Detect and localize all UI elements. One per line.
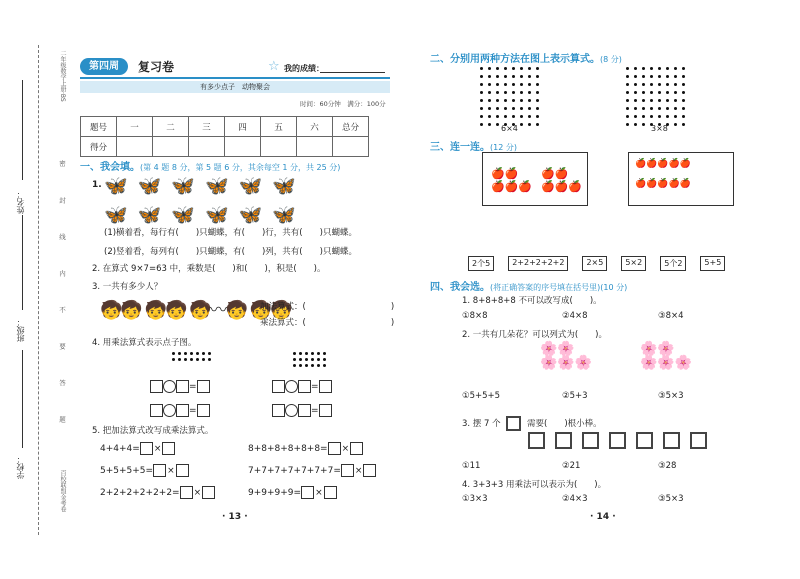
class-label: 班级：: [16, 318, 25, 342]
apple-plates-box-right: [628, 152, 734, 206]
grid-dot: [480, 99, 483, 102]
grid-dot: [496, 75, 499, 78]
s4-q3-prefix: 3. 摆 7 个: [462, 419, 501, 429]
s4-q3: [462, 416, 602, 431]
choice-option[interactable]: ①11: [462, 461, 481, 471]
grid-dot: [536, 115, 539, 118]
q1-number: 1.: [92, 180, 102, 190]
grid-dot: [682, 99, 685, 102]
equation-blank[interactable]: =: [272, 400, 332, 419]
s4-q2-options: [462, 391, 684, 401]
score-cell[interactable]: [117, 137, 153, 157]
grid-dot: [480, 107, 483, 110]
page-title: 复习卷: [138, 60, 175, 74]
q2-text: 2. 在算式 9×7=63 中，乘数是( )和( )，积是( )。: [92, 264, 326, 274]
grid-dot: [674, 75, 677, 78]
grid-dot: [626, 107, 629, 110]
grid-dot: [658, 107, 661, 110]
grid-dot: [512, 91, 515, 94]
grid-dot: [658, 83, 661, 86]
section3-points: (12 分): [490, 143, 517, 152]
match-option[interactable]: 2×5: [582, 256, 607, 271]
equation-blank[interactable]: =: [150, 376, 210, 395]
butterfly-icon: 🦋: [272, 204, 297, 226]
s4-q3-suffix: 需要( )根小棒。: [527, 419, 602, 429]
grid-dot: [488, 107, 491, 110]
choice-option[interactable]: ③5×3: [658, 494, 684, 504]
grid-dot: [666, 115, 669, 118]
q1-part2: (2)竖着看，每列有( )只蝴蝶，有( )列，共有( )只蝴蝶。: [104, 247, 357, 257]
grid-dot: [642, 107, 645, 110]
grid-dot: [480, 115, 483, 118]
score-cell[interactable]: [261, 137, 297, 157]
score-col-header: 三: [189, 117, 225, 137]
butterfly-icon: 🦋: [205, 175, 229, 197]
grid-dot: [626, 99, 629, 102]
grid-dot: [658, 67, 661, 70]
grid-dot: [488, 75, 491, 78]
week-badge: 第四周: [80, 58, 128, 75]
grid-dot: [480, 83, 483, 86]
grid-dot: [634, 123, 637, 126]
grid-dot: [512, 67, 515, 70]
match-option[interactable]: 2+2+2+2+2: [508, 256, 568, 271]
school-line[interactable]: [22, 350, 23, 448]
grid-dot: [512, 99, 515, 102]
grid-dot: [488, 123, 491, 126]
q5-expression: 7+7+7+7+7+7+7=: [248, 466, 341, 476]
score-col-header: 六: [297, 117, 333, 137]
section4-title: 四、我会选。: [430, 282, 490, 293]
stick-squares-row: [528, 432, 707, 449]
dot-array-left: [172, 352, 211, 361]
grid-dot: [666, 99, 669, 102]
stick-square-icon: [506, 416, 521, 431]
class-line[interactable]: [22, 215, 23, 310]
grid-dot: [520, 91, 523, 94]
score-cell[interactable]: [297, 137, 333, 157]
q5-expression: 5+5+5+5=: [100, 466, 154, 476]
section1-heading: [80, 158, 340, 173]
butterfly-icon: 🦋: [104, 204, 128, 226]
apple-plate: 🍎🍎 🍎🍎🍎: [491, 167, 533, 193]
grid-dot: [528, 99, 531, 102]
grid-dot: [626, 67, 629, 70]
grid-dot: [674, 99, 677, 102]
grid-dot: [528, 107, 531, 110]
butterfly-icon: 🦋: [137, 175, 162, 197]
header-rule: [80, 77, 390, 79]
grid-dot: [674, 115, 677, 118]
name-label: 姓名：: [16, 190, 25, 214]
butterfly-icon: 🦋: [205, 204, 229, 226]
stick-square-icon: [636, 432, 653, 449]
grid-dot: [626, 115, 629, 118]
grid-dot: [528, 91, 531, 94]
grid-dot: [634, 75, 637, 78]
score-col-header: 五: [261, 117, 297, 137]
grid-dot: [650, 115, 653, 118]
grid-dot: [650, 107, 653, 110]
score-col-header: 一: [117, 117, 153, 137]
grid-dot: [536, 67, 539, 70]
grid-dot: [650, 83, 653, 86]
section1-title: 一、我会填。: [80, 162, 140, 173]
section2-points: (8 分): [600, 55, 622, 64]
q5-item[interactable]: 5+5+5+5= ×: [100, 464, 189, 477]
flower-bunch-left: 🌸🌸 🌸🌸🌸: [540, 341, 593, 371]
grid-dot: [504, 115, 507, 118]
grid-dot: [528, 75, 531, 78]
grid-dot: [626, 75, 629, 78]
q5-item[interactable]: 8+8+8+8+8+8= ×: [248, 442, 363, 455]
grid-dot: [674, 91, 677, 94]
dot-grid-label-left: 6×4: [501, 124, 518, 133]
book-label: 二年级数学上册·BS: [59, 50, 66, 102]
grid-dot: [626, 83, 629, 86]
grid-dot: [512, 75, 515, 78]
match-option[interactable]: 5+5: [700, 256, 725, 271]
grid-dot: [520, 107, 523, 110]
equation-blank[interactable]: =: [272, 376, 332, 395]
grid-dot: [682, 75, 685, 78]
grid-dot: [666, 75, 669, 78]
grid-dot: [642, 67, 645, 70]
apple-plate: 🍎🍎🍎🍎🍎: [635, 159, 692, 169]
score-col-header: 总分: [333, 117, 369, 137]
grid-dot: [634, 99, 637, 102]
q5-expression: 4+4+4=: [100, 444, 140, 454]
butterfly-icon: 🦋: [272, 175, 297, 197]
section4-heading: [430, 278, 627, 293]
section1-note: (第 4 题 8 分，第 5 题 6 分，其余每空 1 分，共 25 分): [140, 163, 341, 172]
grid-dot: [512, 83, 515, 86]
left-margin: [0, 0, 72, 579]
score-col-header: 二: [153, 117, 189, 137]
choice-option[interactable]: ①8×8: [462, 311, 488, 321]
grid-dot: [682, 67, 685, 70]
choice-option[interactable]: ③5×3: [658, 391, 684, 401]
seal-line: [38, 45, 39, 535]
grid-dot: [536, 75, 539, 78]
section2-heading: [430, 50, 622, 65]
grid-dot: [536, 107, 539, 110]
dot-grid-3x8[interactable]: [626, 67, 685, 126]
apple-plate: 🍎🍎🍎🍎🍎: [635, 179, 692, 189]
grid-dot: [642, 115, 645, 118]
grid-dot: [504, 83, 507, 86]
grid-dot: [658, 75, 661, 78]
grid-dot: [642, 99, 645, 102]
grid-dot: [658, 99, 661, 102]
q3-multiplication-line: 乘法算式：( ): [260, 318, 395, 328]
grid-dot: [650, 75, 653, 78]
section3-heading: [430, 138, 517, 153]
butterfly-icon: 🦋: [104, 175, 128, 197]
grid-dot: [666, 107, 669, 110]
s4-q2: 2. 一共有几朵花？可以列式为( )。: [462, 330, 607, 340]
grid-dot: [504, 67, 507, 70]
grid-dot: [528, 123, 531, 126]
s4-q1-options: [462, 311, 684, 321]
grid-dot: [496, 67, 499, 70]
seal-warning: 密 封 线 内 不 要 答 题: [58, 160, 66, 437]
choice-option[interactable]: ③8×4: [658, 311, 684, 321]
grid-dot: [634, 107, 637, 110]
equation-blank[interactable]: =: [150, 400, 210, 419]
page-number-right: · 14 ·: [590, 512, 616, 522]
butterfly-grid: [104, 174, 334, 226]
grid-dot: [480, 123, 483, 126]
q5-item[interactable]: 2+2+2+2+2+2= ×: [100, 486, 215, 499]
score-cell[interactable]: [225, 137, 261, 157]
butterfly-icon: 🦋: [238, 175, 263, 197]
grid-dot: [642, 91, 645, 94]
grid-dot: [650, 67, 653, 70]
grid-dot: [650, 91, 653, 94]
dot-array-right: [293, 352, 326, 367]
kids-jumping-rope-image: 🧒🧒 🧒🧒 🧒〰🧒 🧒🧒: [100, 300, 291, 321]
grid-dot: [626, 123, 629, 126]
score-row-label: 得分: [81, 137, 117, 157]
grid-dot: [528, 67, 531, 70]
grid-dot: [682, 107, 685, 110]
q5-expression: 9+9+9+9=: [248, 488, 302, 498]
grid-dot: [488, 99, 491, 102]
choice-option[interactable]: ②4×8: [562, 311, 588, 321]
grid-dot: [642, 123, 645, 126]
section3-title: 三、连一连。: [430, 142, 490, 153]
section4-note: (将正确答案的序号填在括号里)(10 分): [490, 283, 628, 292]
score-cell[interactable]: [333, 137, 369, 157]
stick-square-icon: [582, 432, 599, 449]
score-col-header: 题号: [81, 117, 117, 137]
choice-option[interactable]: ②5+3: [562, 391, 588, 401]
grid-dot: [650, 99, 653, 102]
grid-dot: [682, 91, 685, 94]
grid-dot: [536, 83, 539, 86]
score-cell[interactable]: [189, 137, 225, 157]
choice-option[interactable]: ②21: [562, 461, 581, 471]
grid-dot: [536, 91, 539, 94]
score-col-header: 四: [225, 117, 261, 137]
choice-option[interactable]: ①3×3: [462, 494, 488, 504]
grid-dot: [496, 91, 499, 94]
grid-dot: [504, 91, 507, 94]
grid-dot: [480, 91, 483, 94]
q5-expression: 2+2+2+2+2+2=: [100, 488, 180, 498]
apple-plates-box-left: [482, 152, 588, 206]
q5-item[interactable]: 4+4+4= ×: [100, 442, 175, 455]
grid-dot: [666, 67, 669, 70]
grid-dot: [634, 91, 637, 94]
choice-option[interactable]: ③28: [658, 461, 677, 471]
grid-dot: [528, 115, 531, 118]
grid-dot: [674, 107, 677, 110]
grid-dot: [520, 83, 523, 86]
grid-dot: [536, 99, 539, 102]
grid-dot: [496, 123, 499, 126]
match-option[interactable]: 5×2: [621, 256, 646, 271]
grid-dot: [496, 99, 499, 102]
grid-dot: [488, 115, 491, 118]
q3-text: 3. 一共有多少人？: [92, 282, 163, 292]
grid-dot: [528, 83, 531, 86]
dot-grid-6x4[interactable]: [480, 67, 539, 126]
score-line[interactable]: [320, 72, 385, 73]
grid-dot: [634, 67, 637, 70]
grid-dot: [642, 75, 645, 78]
grid-dot: [488, 91, 491, 94]
grid-dot: [496, 115, 499, 118]
matching-options: [468, 256, 725, 271]
star-icon: ☆: [268, 59, 280, 74]
grid-dot: [520, 75, 523, 78]
grid-dot: [642, 83, 645, 86]
grid-dot: [674, 123, 677, 126]
stick-square-icon: [528, 432, 545, 449]
grid-dot: [666, 83, 669, 86]
q5-text: 5. 把加法算式改写成乘法算式。: [92, 426, 214, 436]
grid-dot: [512, 115, 515, 118]
grid-dot: [634, 115, 637, 118]
time-info: 时间：60分钟 满分：100分: [300, 100, 386, 108]
grid-dot: [536, 123, 539, 126]
grid-dot: [504, 99, 507, 102]
butterfly-row: [104, 174, 334, 197]
section2-title: 二、分别用两种方法在图上表示算式。: [430, 54, 600, 65]
grid-dot: [496, 107, 499, 110]
grid-dot: [480, 75, 483, 78]
choice-option[interactable]: ②4×3: [562, 494, 588, 504]
grid-dot: [658, 115, 661, 118]
score-cell[interactable]: [153, 137, 189, 157]
school-label: 学校：: [16, 455, 25, 479]
grid-dot: [682, 115, 685, 118]
q1-part1: (1)横着看，每行有( )只蝴蝶，有( )行，共有( )只蝴蝶。: [104, 228, 357, 238]
grid-dot: [626, 91, 629, 94]
butterfly-icon: 🦋: [137, 204, 162, 226]
q3-addition-line: 加法算式：( ): [260, 302, 395, 312]
q5-item[interactable]: 9+9+9+9= ×: [248, 486, 337, 499]
grid-dot: [674, 83, 677, 86]
match-option[interactable]: 2个5: [468, 256, 494, 271]
butterfly-icon: 🦋: [238, 204, 263, 226]
grid-dot: [634, 83, 637, 86]
grid-dot: [480, 67, 483, 70]
match-option[interactable]: 5个2: [660, 256, 686, 271]
grid-dot: [488, 67, 491, 70]
dot-grid-label-right: 3×8: [651, 124, 668, 133]
grid-dot: [520, 99, 523, 102]
grid-dot: [682, 83, 685, 86]
grid-dot: [496, 83, 499, 86]
grid-dot: [520, 115, 523, 118]
apple-plate: 🍎🍎 🍎🍎🍎: [541, 167, 583, 193]
grid-dot: [520, 123, 523, 126]
grid-dot: [504, 75, 507, 78]
butterfly-icon: 🦋: [171, 175, 196, 197]
score-label: 我的成绩：: [284, 64, 324, 73]
s4-q4-options: [462, 494, 684, 504]
butterfly-icon: 🦋: [171, 204, 196, 226]
grid-dot: [512, 107, 515, 110]
grid-dot: [674, 67, 677, 70]
stick-square-icon: [555, 432, 572, 449]
s4-q4: 4. 3+3+3 用乘法可以表示为( )。: [462, 480, 607, 490]
choice-option[interactable]: ①5+5+5: [462, 391, 501, 401]
q5-expression: 8+8+8+8+8+8=: [248, 444, 328, 454]
grid-dot: [504, 107, 507, 110]
stick-square-icon: [690, 432, 707, 449]
s4-q3-options: [462, 461, 676, 471]
grid-dot: [520, 67, 523, 70]
page-number-left: · 13 ·: [222, 512, 248, 522]
s4-q1: 1. 8+8+8+8 不可以改写成( )。: [462, 296, 602, 306]
grid-dot: [666, 91, 669, 94]
brand-label: 百校联盟金考卷: [59, 470, 66, 512]
grid-dot: [682, 123, 685, 126]
score-table: [80, 116, 369, 157]
q5-item[interactable]: 7+7+7+7+7+7+7= ×: [248, 464, 376, 477]
flower-bunch-right: 🌸🌸 🌸🌸🌸: [640, 341, 693, 371]
grid-dot: [488, 83, 491, 86]
subtitle: 有多少点子 动物聚会: [200, 83, 270, 91]
q4-text: 4. 用乘法算式表示点子图。: [92, 338, 197, 348]
stick-square-icon: [663, 432, 680, 449]
grid-dot: [658, 91, 661, 94]
stick-square-icon: [609, 432, 626, 449]
name-line[interactable]: [22, 80, 23, 180]
butterfly-row: [104, 203, 334, 226]
